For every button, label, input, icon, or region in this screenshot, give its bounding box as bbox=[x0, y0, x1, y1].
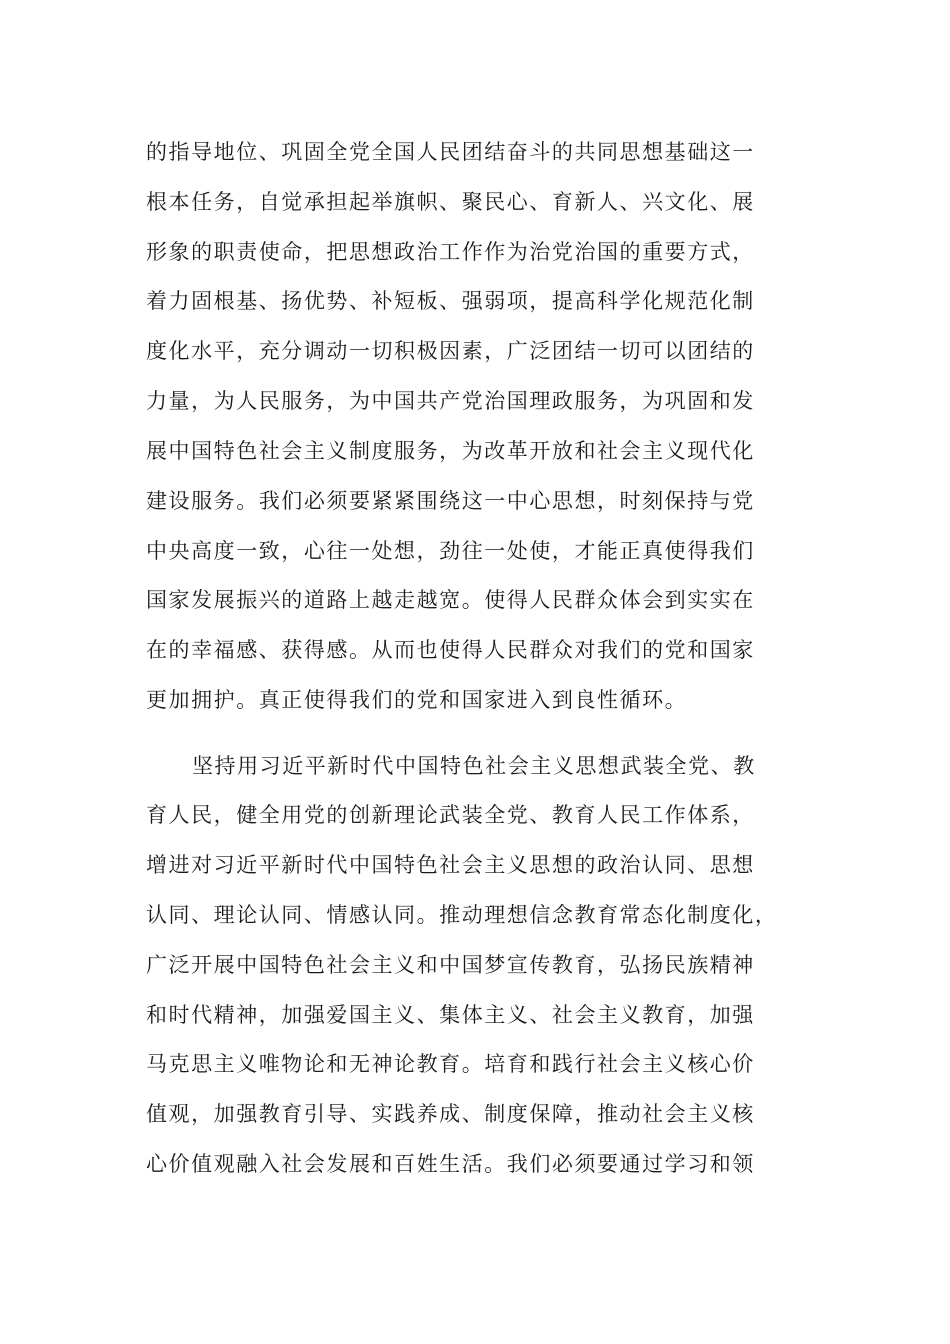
paragraph-1-line: 着力固根基、扬优势、补短板、强弱项，提高科学化规范化制 bbox=[146, 289, 755, 313]
paragraph-1-line: 力量，为人民服务，为中国共产党治国理政服务，为巩固和发 bbox=[146, 389, 755, 413]
paragraph-1-line: 根本任务，自觉承担起举旗帜、聚民心、育新人、兴文化、展 bbox=[146, 190, 755, 214]
paragraph-2-line: 值观，加强教育引导、实践养成、制度保障，推动社会主义核 bbox=[146, 1102, 755, 1126]
paragraph-1-line: 建设服务。我们必须要紧紧围绕这一中心思想，时刻保持与党 bbox=[146, 489, 755, 513]
paragraph-2-line: 和时代精神，加强爱国主义、集体主义、社会主义教育，加强 bbox=[146, 1003, 755, 1027]
paragraph-1-line: 在的幸福感、获得感。从而也使得人民群众对我们的党和国家 bbox=[146, 638, 755, 662]
paragraph-2-line: 增进对习近平新时代中国特色社会主义思想的政治认同、思想 bbox=[146, 853, 755, 877]
paragraph-1-line: 国家发展振兴的道路上越走越宽。使得人民群众体会到实实在 bbox=[146, 588, 755, 612]
paragraph-1-line: 展中国特色社会主义制度服务，为改革开放和社会主义现代化 bbox=[146, 439, 755, 463]
paragraph-1-line: 度化水平，充分调动一切积极因素，广泛团结一切可以团结的 bbox=[146, 339, 755, 363]
paragraph-2-line: 认同、理论认同、情感认同。推动理想信念教育常态化制度化， bbox=[146, 903, 778, 927]
paragraph-1-line: 更加拥护。真正使得我们的党和国家进入到良性循环。 bbox=[146, 688, 688, 712]
paragraph-2-line: 坚持用习近平新时代中国特色社会主义思想武装全党、教 bbox=[192, 754, 756, 778]
paragraph-2-line: 育人民，健全用党的创新理论武装全党、教育人民工作体系， bbox=[146, 803, 755, 827]
paragraph-1-line: 的指导地位、巩固全党全国人民团结奋斗的共同思想基础这一 bbox=[146, 140, 755, 164]
paragraph-2-line: 心价值观融入社会发展和百姓生活。我们必须要通过学习和领 bbox=[146, 1152, 755, 1176]
paragraph-2-line: 马克思主义唯物论和无神论教育。培育和践行社会主义核心价 bbox=[146, 1052, 755, 1076]
paragraph-1-line: 中央高度一致，心往一处想，劲往一处使，才能正真使得我们 bbox=[146, 539, 755, 563]
paragraph-1-line: 形象的职责使命，把思想政治工作作为治党治国的重要方式， bbox=[146, 240, 755, 264]
paragraph-2-line: 广泛开展中国特色社会主义和中国梦宣传教育，弘扬民族精神 bbox=[146, 953, 755, 977]
